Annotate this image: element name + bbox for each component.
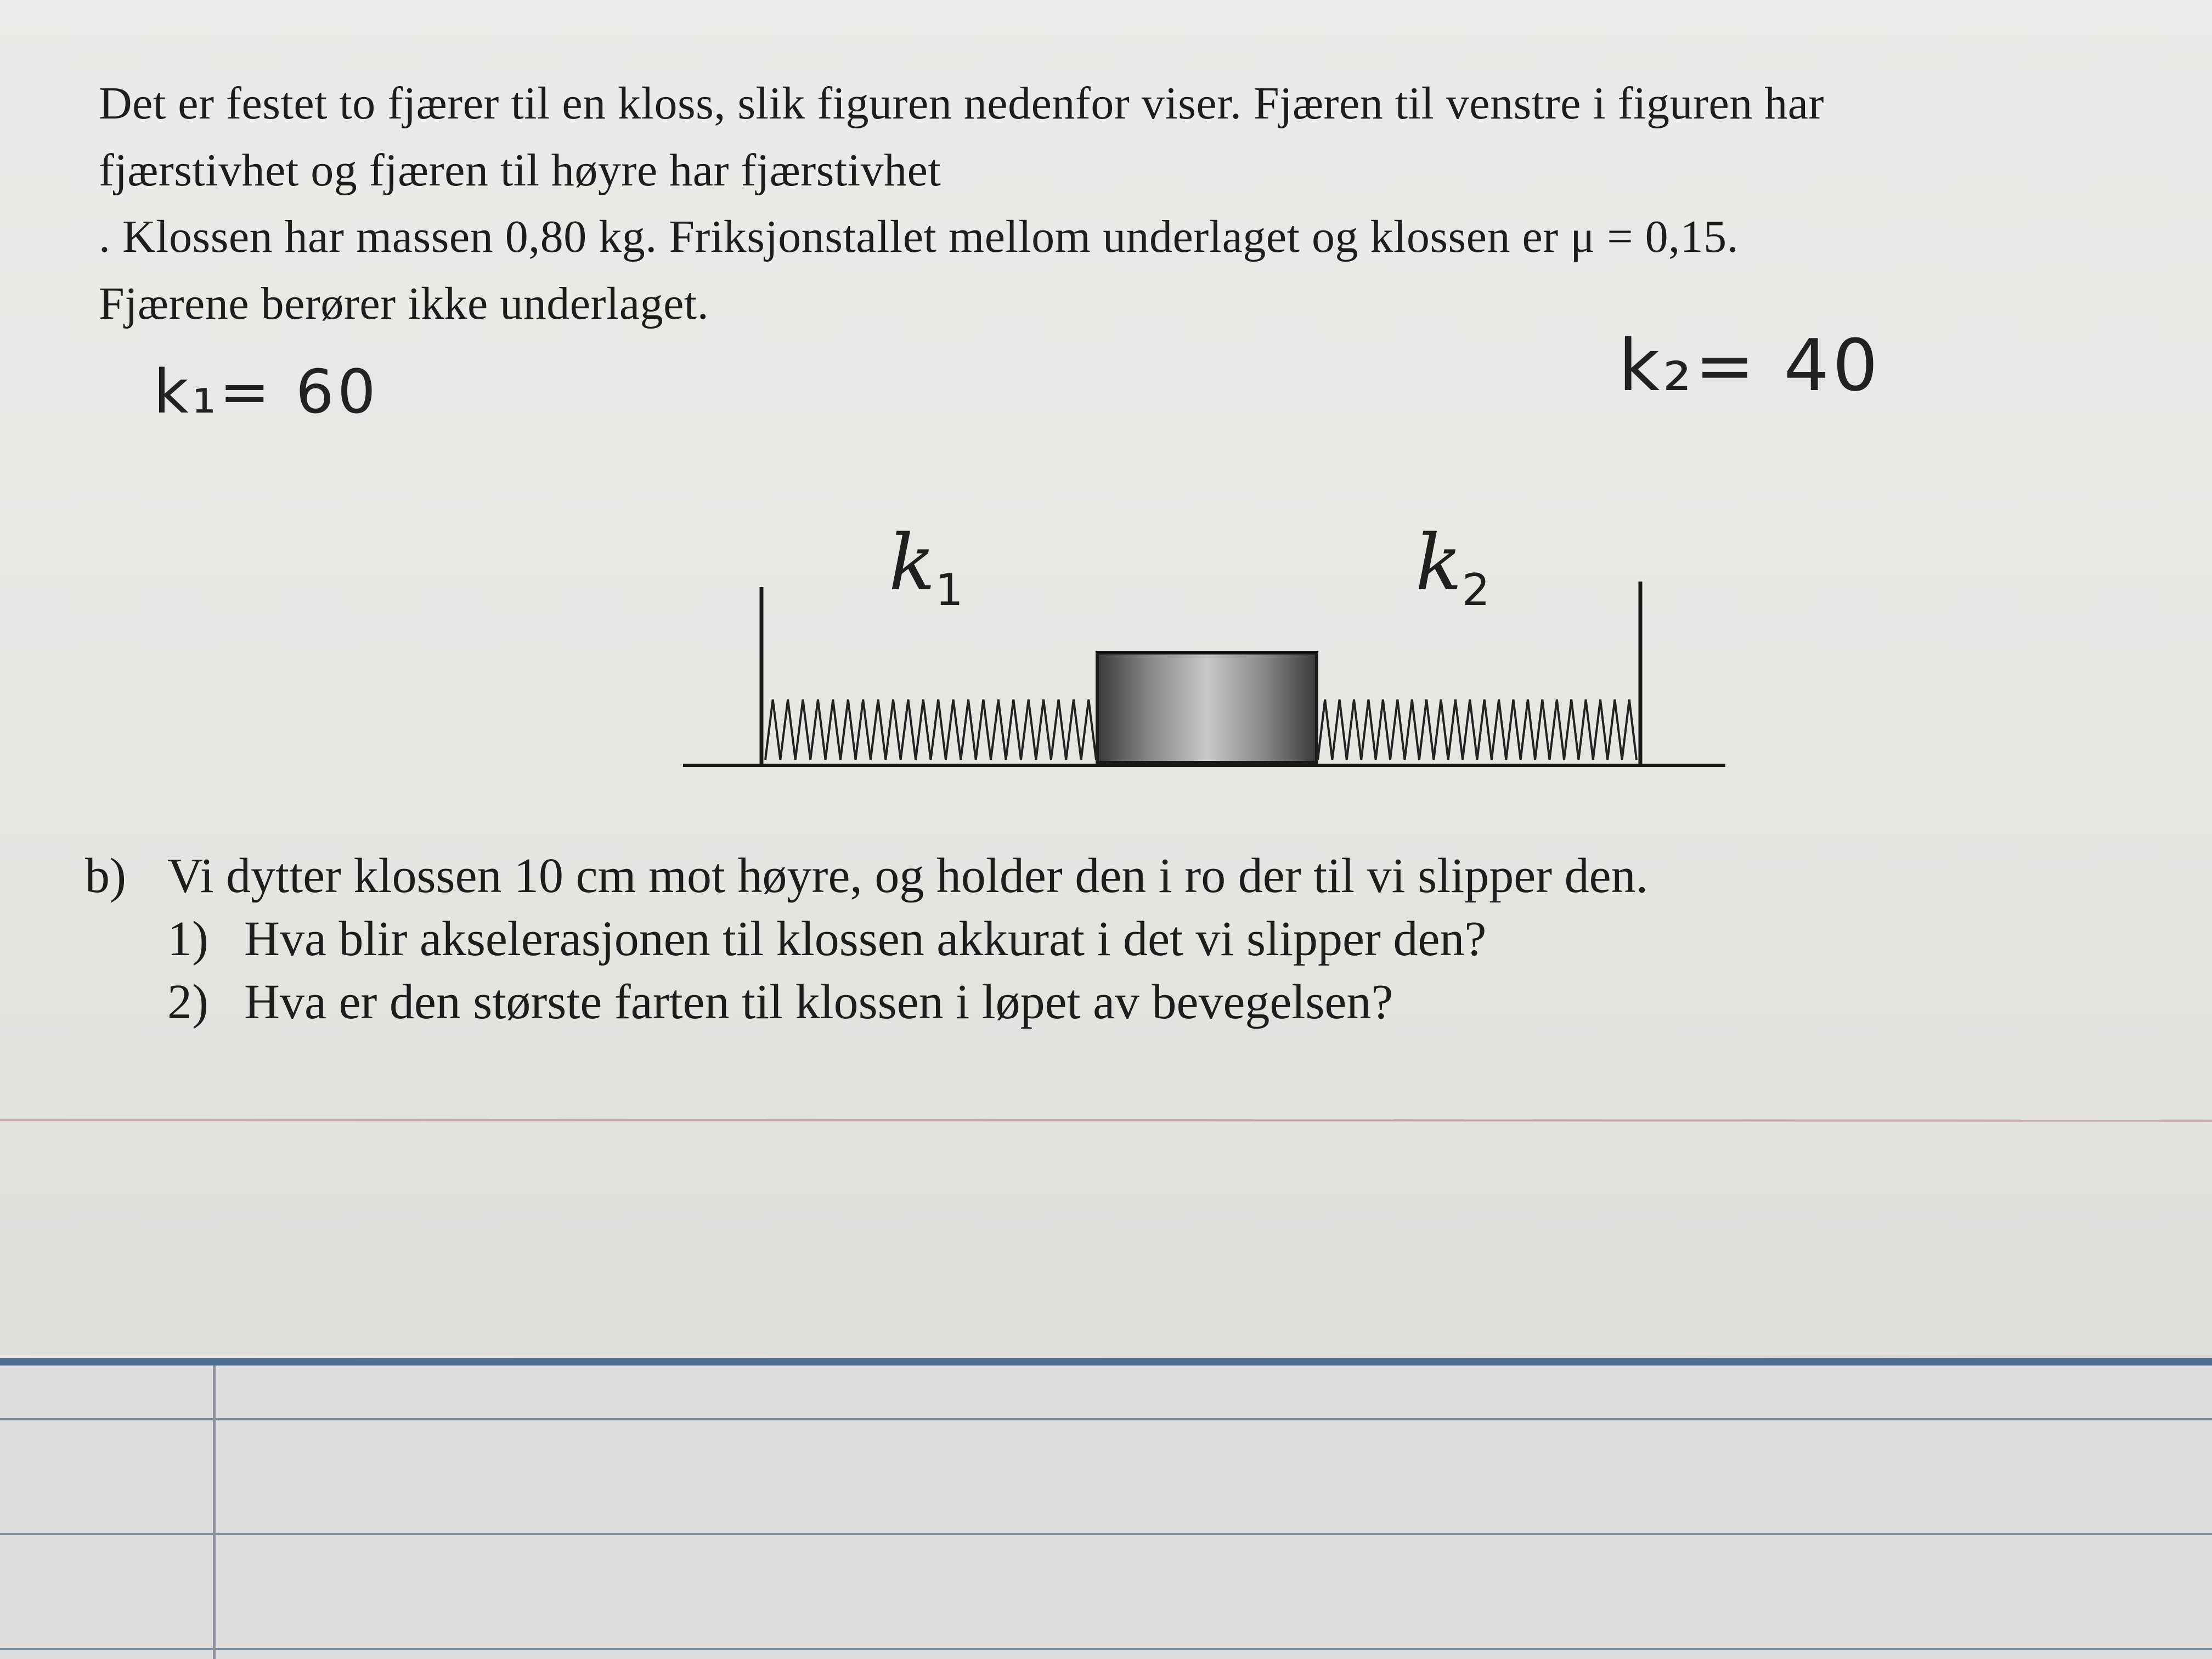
notebook-underneath <box>0 1365 2212 1659</box>
right-spring <box>1318 699 1637 760</box>
intro-line-3: . Klossen har massen 0,80 kg. Friksjonstallet mellom underlaget og klossen er μ = 0,15. <box>99 211 1739 262</box>
notebook-top-edge <box>0 1358 2212 1365</box>
notebook-margin-line <box>213 1365 216 1659</box>
spring-block-figure <box>675 571 1739 779</box>
spring-label-k2-subscript: 2 <box>1462 565 1490 616</box>
intro-line-1: Det er festet to fjærer til en kloss, slik figuren nedenfor viser. Fjæren til venstre i figuren har <box>99 78 1825 129</box>
subquestion-1-text: Hva blir akselerasjonen til klossen akkurat i det vi slipper den? <box>244 912 1487 966</box>
notebook-ruled-line <box>0 1648 2212 1650</box>
spring-label-k2-letter: k <box>1415 518 1462 608</box>
spring-label-k1-letter: k <box>889 518 935 608</box>
handwritten-k1-note: k₁= 60 <box>154 357 379 427</box>
spring-label-k1-subscript: 1 <box>935 565 963 616</box>
left-spring <box>765 699 1096 760</box>
notebook-ruled-line <box>0 1418 2212 1420</box>
handwritten-k2-note: k₂= 40 <box>1618 324 1882 407</box>
intro-line-4: Fjærene berører ikke underlaget. <box>99 278 709 329</box>
subquestion-2-number: 2) <box>167 975 208 1029</box>
subquestion-1-number: 1) <box>167 912 208 966</box>
intro-line-2: fjærstivhet og fjæren til høyre har fjærstivhet <box>99 145 941 196</box>
notebook-ruled-line <box>0 1533 2212 1535</box>
question-b-text: Vi dytter klossen 10 cm mot høyre, og holder den i ro der til vi slipper den. <box>167 849 1649 903</box>
block <box>1097 653 1317 763</box>
subquestion-2-text: Hva er den største farten til klossen i løpet av bevegelsen? <box>244 975 1393 1029</box>
question-b-label: b) <box>85 849 126 903</box>
